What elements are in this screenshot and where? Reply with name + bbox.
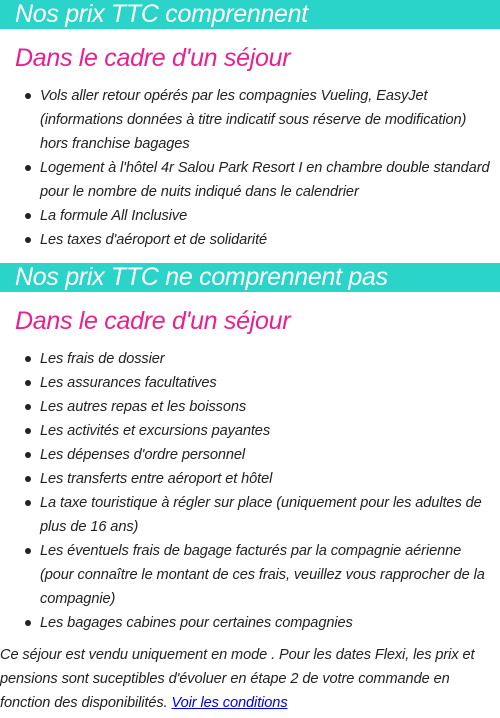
bullet-icon — [25, 428, 31, 434]
list-item-text: Logement à l'hôtel 4r Salou Park Resort I en chambre double standard pour le nombre de nuits indiqué dans le calendrier — [40, 160, 490, 200]
not-included-header: Nos prix TTC ne comprennent pas — [0, 263, 500, 292]
list-item-text: Les autres repas et les boissons — [40, 399, 247, 415]
included-list — [0, 84, 500, 251]
list-item — [40, 204, 500, 228]
list-item-text: Les dépenses d'ordre personnel — [40, 447, 246, 463]
not-included-list — [0, 347, 500, 635]
bullet-icon — [25, 93, 31, 99]
conditions-note — [0, 643, 500, 715]
conditions-link[interactable]: Voir les conditions — [171, 695, 288, 711]
list-item-text: Les éventuels frais de bagage facturés par la compagnie aérienne (pour connaître le montant de ces frais, veuillez vous rapprocher de la compagnie) — [40, 543, 485, 607]
list-item — [40, 371, 500, 395]
bullet-icon — [25, 476, 31, 482]
list-item — [40, 491, 500, 539]
bullet-icon — [25, 356, 31, 362]
list-item — [40, 539, 500, 611]
list-item — [40, 156, 500, 204]
list-item — [40, 84, 500, 156]
bullet-icon — [25, 213, 31, 219]
bullet-icon — [25, 500, 31, 506]
included-subtitle: Dans le cadre d'un séjour — [15, 44, 291, 72]
included-header: Nos prix TTC comprennent — [0, 0, 500, 29]
bullet-icon — [25, 548, 31, 554]
bullet-icon — [25, 404, 31, 410]
bullet-icon — [25, 380, 31, 386]
list-item-text: Vols aller retour opérés par les compagnies Vueling, EasyJet (informations données à titre indicatif sous réserve de modification) hors franchise bagages — [40, 88, 467, 152]
list-item-text: La formule All Inclusive — [40, 208, 188, 224]
list-item — [40, 395, 500, 419]
bullet-icon — [25, 620, 31, 626]
list-item-text: Les bagages cabines pour certaines compagnies — [40, 615, 353, 631]
bullet-icon — [25, 237, 31, 243]
bullet-icon — [25, 165, 31, 171]
not-included-section — [0, 263, 500, 635]
included-section — [0, 0, 500, 263]
list-item-text: Les frais de dossier — [40, 351, 165, 367]
list-item — [40, 419, 500, 443]
list-item — [40, 228, 500, 252]
list-item — [40, 467, 500, 491]
list-item-text: Les activités et excursions payantes — [40, 423, 271, 439]
list-item-text: Les assurances facultatives — [40, 375, 217, 391]
list-item-text: Les taxes d'aéroport et de solidarité — [40, 232, 268, 248]
list-item — [40, 347, 500, 371]
list-item — [40, 611, 500, 635]
conditions-note-text: Ce séjour est vendu uniquement en mode . Pour les dates Flexi, les prix et pensions sont suceptibles d'évoluer en étape 2 de votre commande en fonction des disponibilités. — [0, 647, 475, 711]
list-item-text: La taxe touristique à régler sur place (uniquement pour les adultes de plus de 16 ans) — [40, 495, 482, 535]
list-item-text: Les transferts entre aéroport et hôtel — [40, 471, 273, 487]
not-included-subtitle: Dans le cadre d'un séjour — [15, 307, 291, 335]
bullet-icon — [25, 452, 31, 458]
list-item — [40, 443, 500, 467]
